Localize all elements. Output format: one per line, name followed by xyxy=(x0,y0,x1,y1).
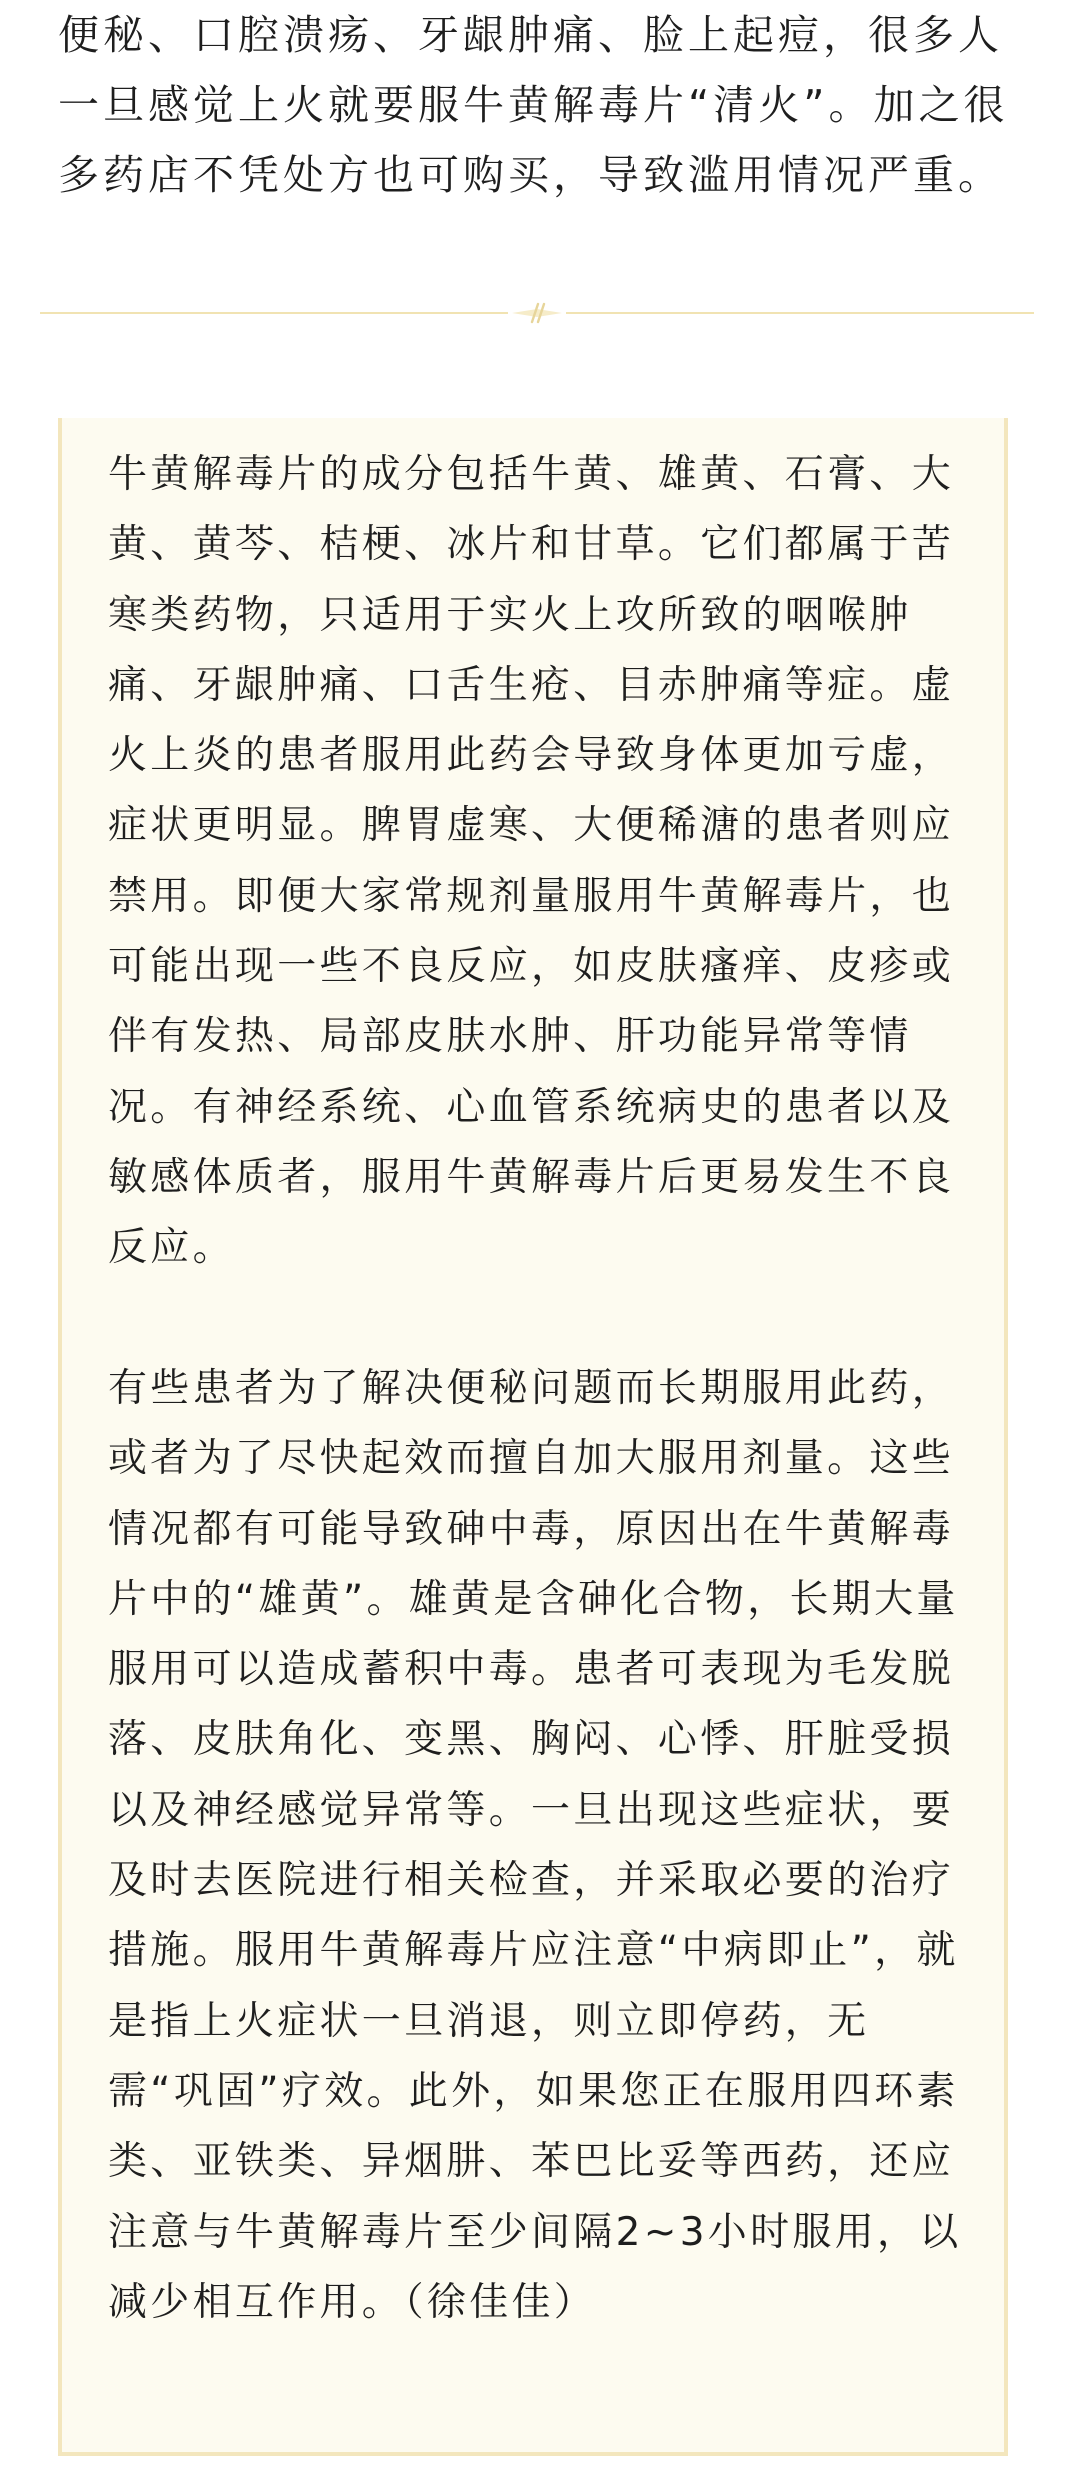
card-border-bottom xyxy=(58,2452,1008,2456)
card-border-left xyxy=(58,418,62,2456)
quote-card xyxy=(58,418,1008,2456)
intro-paragraph: 便秘、口腔溃疡、牙龈肿痛、脸上起痘，很多人一旦感觉上火就要服牛黄解毒片“清火”。加之很多药店不凭处方也可购买，导致滥用情况严重。 xyxy=(58,11,1009,199)
section-divider xyxy=(40,300,1034,326)
card-paragraph-ingredients: 牛黄解毒片的成分包括牛黄、雄黄、石膏、大黄、黄芩、桔梗、冰片和甘草。它们都属于苦寒类药物，只适用于实火上攻所致的咽喉肿痛、牙龈肿痛、口舌生疮、目赤肿痛等症。虚火上炎的患者服用此药会导致身体更加亏虚，症状更明显。脾胃虚寒、大便稀溏的患者则应禁用。即便大家常规剂量服用牛黄解毒片，也可能出现一些不良反应，如皮肤瘙痒、皮疹或伴有发热、局部皮肤水肿、肝功能异常等情况。有神经系统、心血管系统病史的患者以及敏感体质者，服用牛黄解毒片后更易发生不良反应。 xyxy=(108,452,955,1271)
divider-line-left xyxy=(40,312,508,314)
card-paragraph-arsenic-warning: 有些患者为了解决便秘问题而长期服用此药，或者为了尽快起效而擅自加大服用剂量。这些情况都有可能导致砷中毒，原因出在牛黄解毒片中的“雄黄”。雄黄是含砷化合物，长期大量服用可以造成蓄积中毒。患者可表现为毛发脱落、皮肤角化、变黑、胸闷、心悸、肝脏受损以及神经感觉异常等。一旦出现这些症状，要及时去医院进行相关检查，并采取必要的治疗措施。服用牛黄解毒片应注意“中病即止”，就是指上火症状一旦消退，则立即停药，无需“巩固”疗效。此外，如果您正在服用四环素类、亚铁类、异烟肼、苯巴比妥等西药，还应注意与牛黄解毒片至少间隔2~3小时服用，以减少相互作用。（徐佳佳） xyxy=(108,1366,962,2325)
double-slash-ornament-icon xyxy=(510,300,564,326)
card-border-right xyxy=(1004,418,1008,2456)
divider-line-right xyxy=(566,312,1034,314)
